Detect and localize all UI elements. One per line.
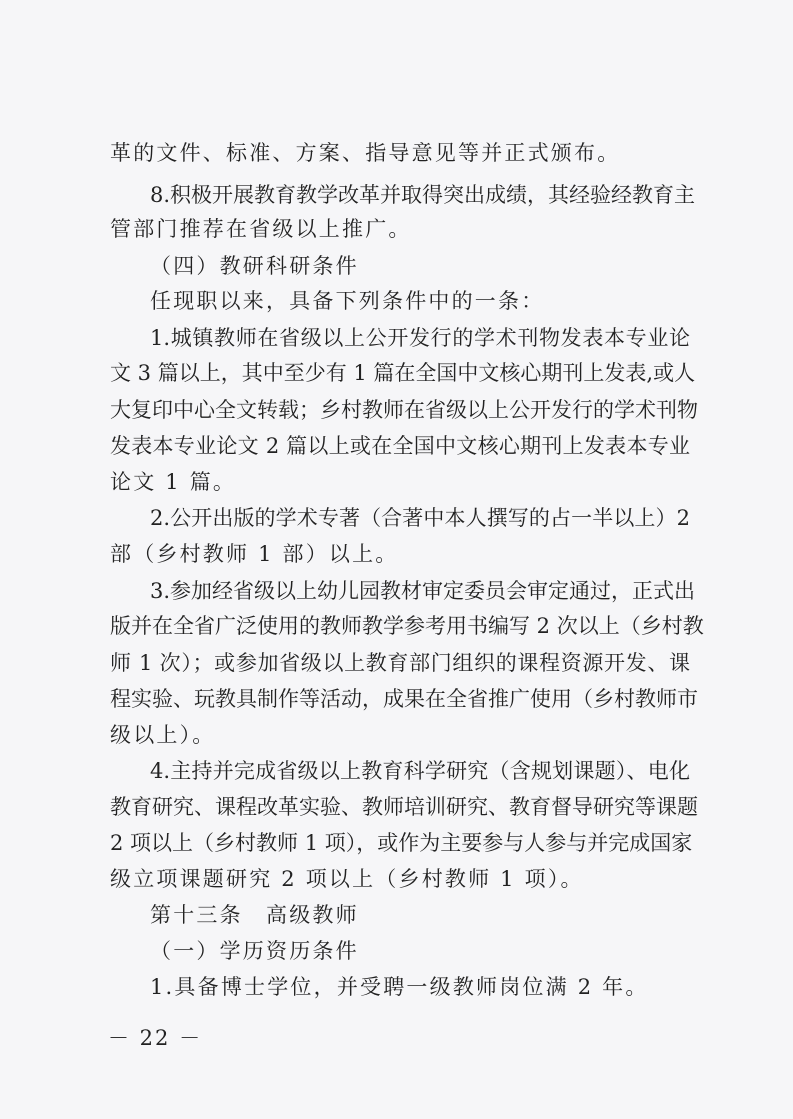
text-line: 部（乡村教师 1 部）以上。 <box>110 542 399 566</box>
text-line: 教育研究、课程改革实验、教师培训研究、教育督导研究等课题 <box>110 795 698 819</box>
text-line: 级以上）。 <box>110 723 216 747</box>
article-heading: 第十三条 高级教师 <box>150 903 359 927</box>
page-number: － 22 － <box>108 1026 203 1050</box>
section-heading: （一）学历资历条件 <box>150 939 359 963</box>
text-line: 大复印中心全文转载；乡村教师在省级以上公开发行的学术刊物 <box>110 398 698 422</box>
text-line: 任现职以来，具备下列条件中的一条： <box>150 289 545 313</box>
text-line: 1.城镇教师在省级以上公开发行的学术刊物发表本专业论 <box>150 326 690 350</box>
text-line: 发表本专业论文 2 篇以上或在全国中文核心期刊上发表本专业 <box>110 434 690 458</box>
text-line: 论文 1 篇。 <box>110 470 237 494</box>
text-line: 2 项以上（乡村教师 1 项），或作为主要参与人参与并完成国家 <box>110 831 693 855</box>
text-line: 管部门推荐在省级以上推广。 <box>110 217 412 241</box>
text-line: 1.具备博士学位，并受聘一级教师岗位满 2 年。 <box>150 975 649 999</box>
text-line: 级立项课题研究 2 项以上（乡村教师 1 项）。 <box>110 867 584 891</box>
text-line: 革的文件、标准、方案、指导意见等并正式颁布。 <box>110 141 621 165</box>
text-line: 3.参加经省级以上幼儿园教材审定委员会审定通过，正式出 <box>150 579 696 603</box>
text-line: 程实验、玩教具制作等活动，成果在全省推广使用（乡村教师市 <box>110 687 698 711</box>
text-line: 8.积极开展教育教学改革并取得突出成绩，其经验经教育主 <box>150 183 696 207</box>
text-line: 2.公开出版的学术专著（合著中本人撰写的占一半以上）2 <box>150 506 690 530</box>
text-line: 师 1 次）；或参加省级以上教育部门组织的课程资源开发、课 <box>110 651 690 675</box>
text-line: 版并在全省广泛使用的教师教学参考用书编写 2 次以上（乡村教 <box>110 614 704 638</box>
text-line: 4.主持并完成省级以上教育科学研究（含规划课题）、电化 <box>150 759 690 783</box>
section-heading: （四）教研科研条件 <box>150 254 359 278</box>
text-line: 文 3 篇以上，其中至少有 1 篇在全国中文核心期刊上发表,或人 <box>110 361 696 385</box>
